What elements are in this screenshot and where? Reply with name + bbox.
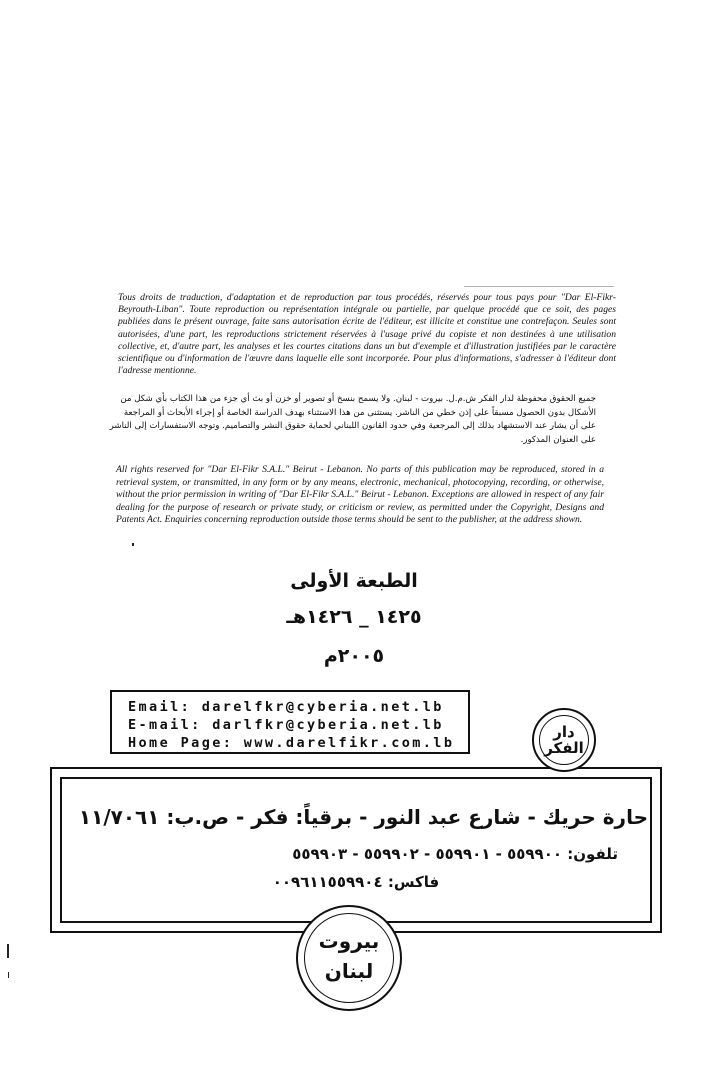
- edition-gregorian-year: ٢٠٠٥م: [323, 645, 385, 667]
- scan-mark: [7, 944, 9, 958]
- address-street: حارة حريك - شارع عبد النور - برقياً: فكر - ص.ب: ١١/٧٠٦١: [78, 805, 648, 829]
- homepage-link[interactable]: Home Page: www.darelfikr.com.lb: [128, 735, 455, 751]
- scan-mark: [464, 286, 614, 287]
- copyright-notice-english: All rights reserved for "Dar El-Fikr S.A.L." Beirut - Lebanon. No parts of this publication may be reproduced, stored in a retrieval system, or transmitted, in any form or by any means, electronic, mechanical, photocopying, recording, or otherwise, without the prior permission in writing of "Dar El-Fikr S.A.L." Beirut - Lebanon. Exceptions are allowed in respect of any fair dealing for the purpose of research or private study, or criticism or review, as permitted under the Copyright, Designs and Patents Act. Enquiries concerning reproduction outside those terms should be sent to the publisher, at the address shown.: [116, 464, 604, 526]
- edition-label: الطبعة الأولى: [290, 570, 418, 592]
- address-fax: فاكس: ٠٠٩٦١١٥٥٩٩٠٤: [272, 873, 440, 891]
- address-phones: تلفون: ٥٥٩٩٠٠ - ٥٥٩٩٠١ - ٥٥٩٩٠٢ - ٥٥٩٩٠٣: [292, 845, 618, 863]
- copyright-notice-arabic: جميع الحقوق محفوظة لدار الفكر ش.م.ل. بيروت - لبنان. ولا يسمح بنسخ أو تصوير أو خزن أو بث أي جزء من هذا الكتاب بأي شكل من الأشكال بدون الحصول مسبقاً على إذن خطي من الناشر. يستثنى من هذا الاستثناء بهدف الدراسة الخاصة أو إجراء الأبحاث أو المراجعة على أن يشار عند الاستشهاد بذلك إلى المرجعية وفي حدود القانون اللبناني لحماية حقوق النشر والتصاميم. وتوجه الاستفسارات إلى الناشر على العنوان المذكور.: [109, 394, 596, 445]
- scan-mark: [8, 972, 9, 978]
- copyright-notice-french: Tous droits de traduction, d'adaptation et de reproduction par tous procédés, réservés pour tous pays pour "Dar El-Fikr-Beyrouth-Liban". Toute reproduction ou représentation intégrale ou partielle, par quelque procédé que ce soit, des pages publiées dans le présent ouvrage, faite sans autorisation écrite de l'éditeur, est illicite et constitue une contrefaçon. Seules sont autorisées, d'une part, les reproductions strictement réservées à l'usage privé du copiste et non destinées à une utilisation collective, et, d'autre part, les analyses et les courtes citations dans un but d'exemple et d'illustration justifiées par le caractère scientifique ou d'information de l'œuvre dans laquelle elle sont incorporée. Pour plus d'informations, s'adresser à l'éditeur dont l'adresse mentionne.: [118, 292, 616, 377]
- publisher-logo: [532, 708, 596, 772]
- city-seal: [296, 905, 402, 1011]
- email-primary[interactable]: Email: darelfkr@cyberia.net.lb: [128, 699, 444, 715]
- contact-box: [110, 690, 470, 754]
- city-seal-country: لبنان: [324, 959, 374, 983]
- city-seal-city: بيروت: [318, 929, 380, 953]
- email-secondary[interactable]: E-mail: darlfkr@cyberia.net.lb: [128, 717, 444, 733]
- city-seal-ring: [304, 913, 394, 1003]
- edition-hijri-year: ١٤٢٥ _ ١٤٢٦هـ: [286, 606, 422, 628]
- scan-mark: [132, 543, 134, 546]
- publisher-logo-text: دار الفكر: [544, 723, 584, 757]
